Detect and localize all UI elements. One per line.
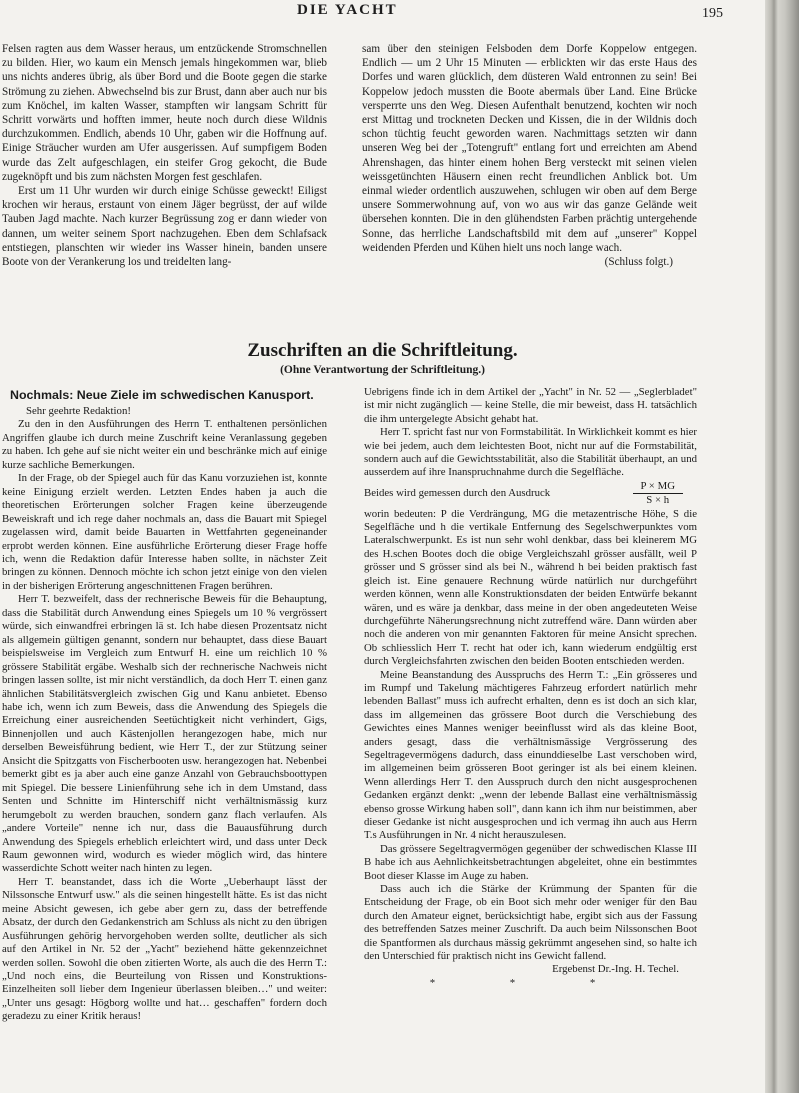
- section-subtitle: (Ohne Verantwortung der Schriftleitung.): [280, 364, 485, 376]
- section-title: Zuschriften an die Schriftleitung.: [247, 340, 518, 361]
- story-continuation-right-column: [362, 42, 697, 269]
- letter-left-column: [2, 405, 327, 1024]
- letter-salutation: Sehr geehrte Redaktion!: [26, 405, 131, 417]
- letter-paragraph: Herr T. beanstandet, dass ich die Worte „Ueberhaupt lässt der Nilssonsche Entwurf usw." als die seinen hingestellt hätte. Es ist das nicht meine Absicht gewesen, ich gebe aber gern zu, dass der betreffende Absatz, der durch den Gedankenstrich am Schluss als nicht zu den übrigen Ausführungen gehörig hervorgehoben werden sollte, deutlicher als sich auf den Artikel in Nr. 52 der „Yacht" beziehend hätte gekennzeichnet werden sollen. Sowohl die oben zitierten Worte, als auch die des Herrn T.: „Und noch eins, die Beurteilung von Rissen und Konstruktions-Einzelheiten soll lieber dem Ingenieur überlassen bleiben…" und weiter: „Unter uns gesagt: Högborg wollte und hat… geschaffen" fordern doch geradezu zu einer Kritik heraus!: [2, 875, 327, 1023]
- story-paragraph: Erst um 11 Uhr wurden wir durch einige Schüsse geweckt! Eiligst krochen wir heraus, erstaunt von einem Jäger begrüsst, der auf wilde Tauben Jagd machte. Nach kurzer Begrüssung zog er dann wieder von dannen, um weiter seinem Sport nachzugehen. Eben dem Schlafsack entstiegen, planschten wir wieder ins Wasser hinein, banden unsere Boote von der Verankerung los und treidelten lang-: [2, 185, 327, 269]
- story-paragraph: sam über den steinigen Felsboden dem Dorfe Koppelow entgegen. Endlich — um 2 Uhr 15 Minuten — erblickten wir das erste Haus des Dorfes und waren glücklich, dem düsteren Wald entronnen zu sein! Bei Koppelow jedoch mussten die Boote abermals über Land. Eine Brücke versperrte uns den Weg. Diesen Aufenthalt benutzend, kochten wir noch erst Mittag und trockneten Decken und Kissen, die in der Wildnis doch schon tüchtig feucht geworden waren. Nachmittags setzten wir dann unseren Weg bei der „Totengruft" entlang fort und erreichten am Abend Ahrenshagen, das hinter einem hohen Berg versteckt mit seinen vielen weissgetünchten Häusern einen recht freundlichen Anblick bot. Um einmal wieder ordentlich auszuwehen, schlugen wir oben auf dem Berge unsere Sommerwohnung auf, von wo aus wir das ganze Gelände weit übersehen konnten. Die in den glühendsten Farben prächtig untergehende Sonne, das herrliche Landschaftsbild mit dem auf „unserer" Koppel weidenden Pferden und Kühen hielt uns noch lange wach.: [362, 43, 697, 254]
- letter-paragraph: Herr T. spricht fast nur von Formstabilität. In Wirklichkeit kommt es hier wie bei jedem, auch dem leichtesten Boot, nicht nur auf die Formstabilität, sondern auch auf die Gewichtsstabilität, also die Stabilität überhaupt, an und ausserdem auf ihre Inanspruchnahme durch die Segelfläche.: [364, 426, 697, 479]
- letter-paragraph: Zu den in den Ausführungen des Herrn T. enthaltenen persönlichen Angriffen glaube ich durch meine Zuschrift keine Veranlassung gegeben zu haben. Ich gehe auf sie nicht weiter ein und beschränke mich auf einige kurze sachliche Bemerkungen.: [2, 418, 327, 471]
- story-continuation-left-column: [2, 42, 327, 269]
- stability-formula: [633, 480, 684, 508]
- stability-formula-line: [364, 480, 697, 508]
- letter-paragraph: worin bedeuten: P die Verdrängung, MG die metazentrische Höhe, S die Segelfläche und h die vertikale Entfernung des Segelschwerpunktes vom Lateralschwerpunkt. Es ist nun sehr wohl denkbar, dass bei kleinerem MG des H.schen Bootes doch die obige Vergleichszahl grösser ausfällt, weil P grösser und S grösser sind als bei N., während h bei beiden praktisch fast gleich ist. Eine genauere Rechnung würde natürlich nur durchgeführt werden können, wenn alle Konstruktionsdaten der beiden Entwürfe bekannt wären, und es wäre ja denkbar, dass meine in der oben angedeuteten Weise durchgeführte Näherungsrechnung nicht zutreffend wäre. Dann würden aber noch die anderen von mir genannten Faktoren für meine Ansicht sprechen. Ob schliesslich Herr T. recht hat oder ich, kann wiederum endgültig erst durch Vergleichsfahrten zwischen den beiden Booten entschieden werden.: [364, 507, 697, 668]
- letter-paragraph: Dass auch ich die Stärke der Krümmung der Spanten für die Entscheidung der Frage, ob ein Boot sich mehr oder weniger für den Bau durch den Amateur eignet, berücksichtigt habe, ergibt sich aus der Fassung des betreffenden Satzes meiner Zuschrift. Da auch beim Nilssonschen Boot die Spantformen als durchaus mässig gekrümmt angesehen sind, so halte ich den Unterschied für praktisch nicht ins Gewicht fallend.: [364, 883, 697, 963]
- article-title: Nochmals: Neue Ziele im schwedischen Kanusport.: [10, 388, 314, 402]
- formula-numerator: P × MG: [633, 480, 684, 494]
- letter-paragraph: Herr T. bezweifelt, dass der rechnerische Beweis für die Behauptung, dass die Stabilität durch Anwendung eines Spiegels um 10 % vergrössert würde, sich einwandfrei erbringen lä st. Ich habe diesen Prozentsatz nicht als allgemein gültigen genannt, sondern nur behauptet, dass diese Bauart beispielsweise im Vergleich zum Entwurf H. eine um reichlich 10 % grössere Stabilität ergäbe. Weshalb sich der rechnerische Nachweis nicht bringen lassen sollte, ist mir nicht verständlich, da doch Herr T. einen ganz ähnlichen Stabilitätsvergleich zwischen Gig und Kanu anbietet. Ebenso habe ich, wenn ich zum Beweis, dass die Anwendung des Spiegels die Erreichung einer ausreichenden Seetüchtigkeit nicht verhindert, Gigs, Binnenjollen und auch Kästenjollen herangezogen habe, mich nur derselben Beweisführung bedient, wie Herr T., der zur Stützung seiner Ansicht die Spitzgatts von Fischerbooten usw. herangezogen hat. Nebenbei bemerkt gibt es ja aber auch eine ganze Anzahl von Gebrauchsboottypen mit Spiegel. Die bessere Linienführung sehe ich in dem Umstand, dass Senten und Schnitte im Hinterschiff nicht verhältnismässig kurz herumgebolt zu werden brauchen, sondern ganz flach verlaufen. Als „andere Vorteile" nenne ich nur, dass die Bauausführung durch Anwendung des Spiegels erheblich erleichtert wird, und dass unter Deck Raum gewonnen wird, wodurch es wieder möglich wird, das hintere wasserdichte Schott weiter nach hinten zu legen.: [2, 593, 327, 875]
- letter-signature: Ergebenst Dr.-Ing. H. Techel.: [552, 963, 679, 976]
- page-number: 195: [702, 6, 723, 21]
- letter-paragraph: Meine Beanstandung des Ausspruchs des Herrn T.: „Ein grösseres und im Rumpf und Takelung mächtigeres Fahrzeug erfordert natürlich mehr lebenden Ballast" muss ich aufrecht erhalten, denn es ist doch an sich klar, dass im allgemeinen das grössere Boot durch die Verschiebung des Gewichtes eines Mannes weniger beeinflusst wird als das kleine Boot, anders gesagt, dass die verhältnismässige Vergrösserung des Segeltragevermögens dadurch, dass einunddieselbe Last verschoben wird, im allgemeinen beim grösseren Boot geringer ist als bei einem kleinen. Wenn allerdings Herr T. den Ausspruch durch den nicht ausgesprochenen Gedanken ergänzt denkt: „wenn der lebende Ballast eine verhältnismässig ebenso grosse Wirkung haben soll", dann kann ich ihm nur beistimmen, aber dieser Gedanke ist nicht ausgesprochen und ich vermag ihn auch aus Herrn T.s Ausführungen in Nr. 4 nicht herauszulesen.: [364, 668, 697, 842]
- letter-paragraph: In der Frage, ob der Spiegel auch für das Kanu vorzuziehen ist, konnte keine Einigung erzielt werden. Letzten Endes haben ja auch die theoretischen Erörterungen solcher Fragen keine überzeugende Beweiskraft und ich rege daher nochmals an, dass die Bauart mit Spiegel zugelassen wird, damit beide Bauarten in Wettfahrten gegeneinander erprobt werden können. Eine ausführliche Erörterung dieser Frage hoffe ich, wenn die Redaktion dafür Interesse haben sollte, in nächster Zeit bringen zu können. Dennoch möchte ich schon jetzt einige von den vielen in der bisherigen Erörterung angeschnittenen Fragen berühren.: [2, 472, 327, 592]
- formula-denominator: S × h: [646, 494, 670, 507]
- formula-lead-text: Beides wird gemessen durch den Ausdruck: [364, 487, 551, 500]
- book-spine-gutter: [765, 0, 799, 1093]
- story-paragraph: Felsen ragten aus dem Wasser heraus, um entzückende Stromschnellen zu bilden. Hier, wo kaum ein Mensch jemals hingekommen war, blieb uns nichts anderes übrig, als über Bord und die Boote gegen die starke Strömung zu ziehen. Abwechselnd bis zur Brust, dann aber auch nur bis zum Knöchel, im kalten Wasser, stampften wir langsam Schritt für Schritt vorwärts und hofften immer, heute noch durch diese Wildnis durchzukommen. Endlich, abends 10 Uhr, gaben wir die Hoffnung auf. Einige Sträucher wurden am Ufer ausgerissen. Auf sumpfigem Boden wurde das Zelt aufgeschlagen, ein steifer Grog gekocht, die Bude zugeknöpft und bis zum nächsten Morgen fest geschlafen.: [2, 43, 327, 183]
- letter-right-column: [364, 386, 697, 990]
- letter-paragraph: Uebrigens finde ich in dem Artikel der „Yacht" in Nr. 52 — „Seglerbladet" ist mir nicht zugänglich — keine Stelle, die mir beweist, dass H. tatsächlich die ihm untergelegte Absicht gehabt hat.: [364, 386, 697, 425]
- letter-paragraph: Das grössere Segeltragvermögen gegenüber der schwedischen Klasse III B habe ich aus Aehnlichkeitsbetrachtungen abgeleitet, ohne ein bestimmtes Boot dieser Klasse im Auge zu haben.: [364, 842, 697, 882]
- to-be-continued-note: (Schluss folgt.): [604, 256, 673, 269]
- section-end-stars: * * *: [429, 976, 632, 989]
- running-head: DIE YACHT: [297, 2, 398, 18]
